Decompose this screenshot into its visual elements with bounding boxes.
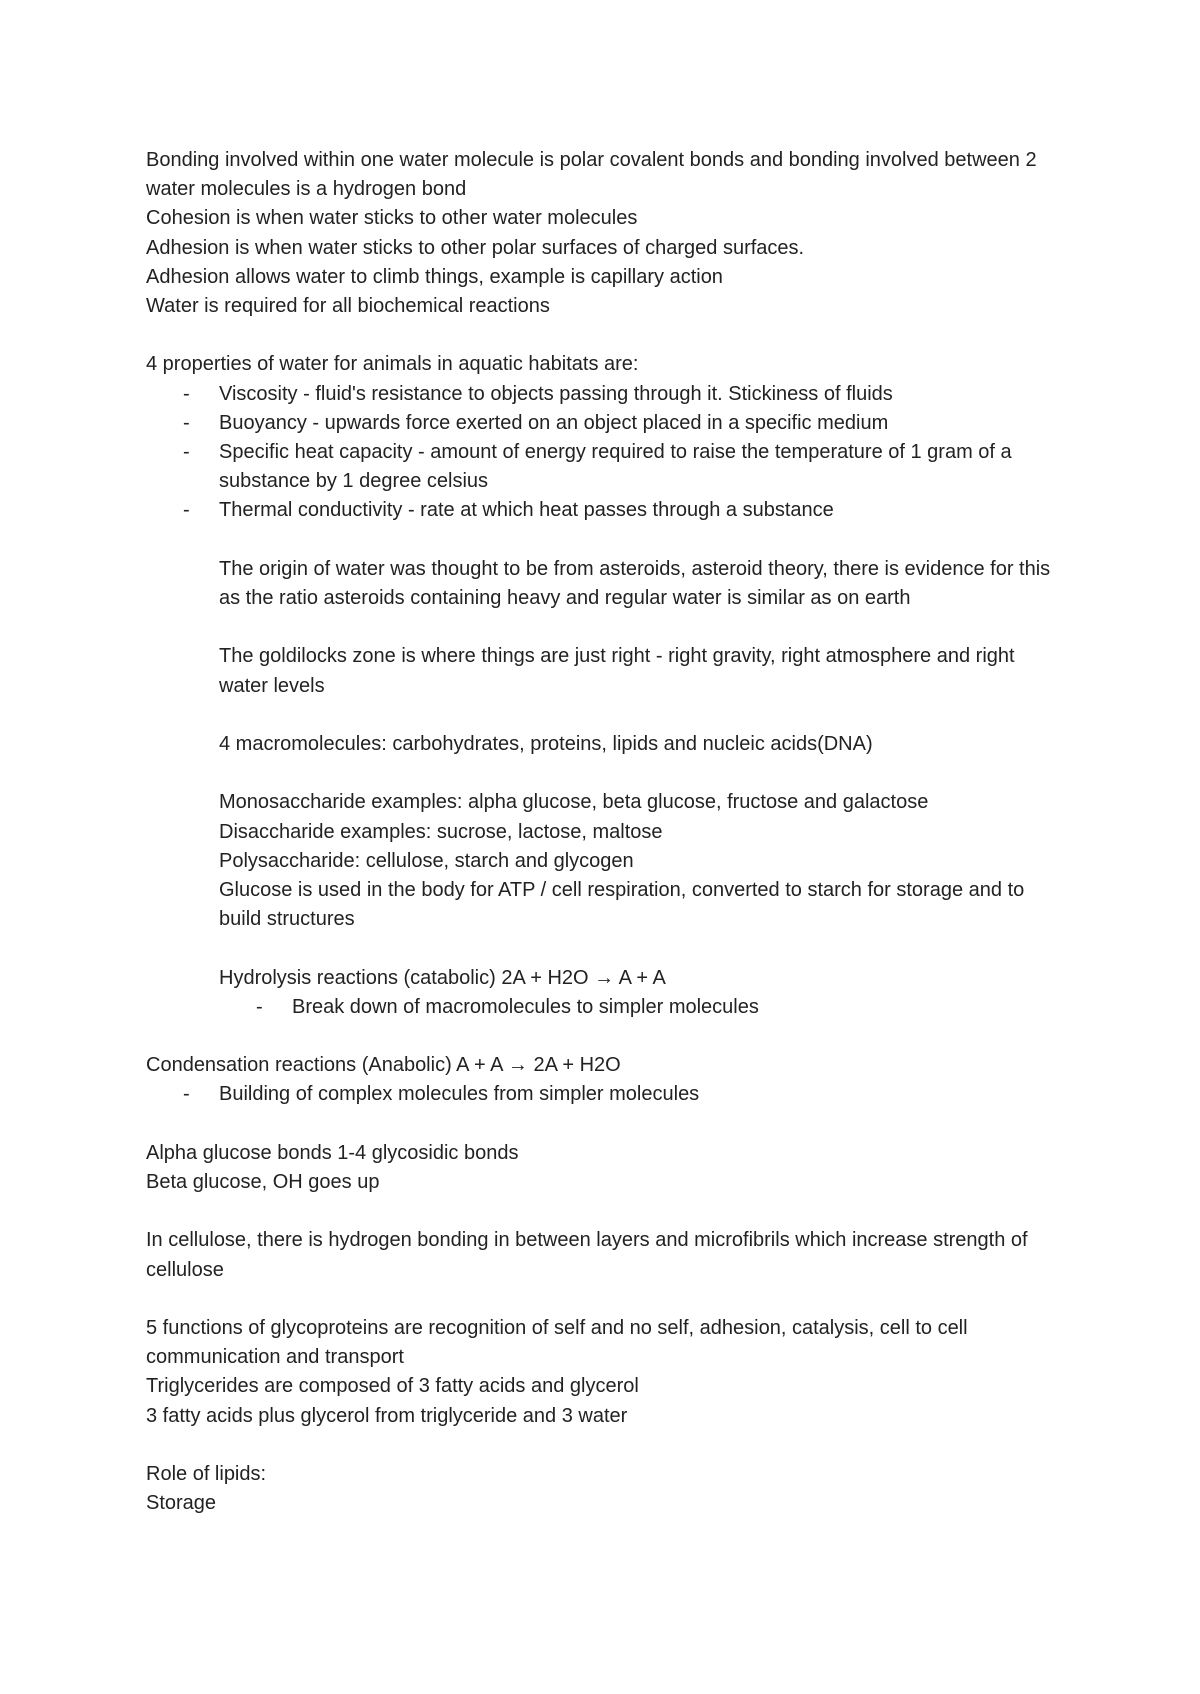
paragraph: 5 functions of glycoproteins are recognition of self and no self, adhesion, catalysis, cell to cell communication and transport bbox=[146, 1316, 968, 1369]
bullet-marker: - bbox=[183, 1083, 190, 1106]
paragraph: Adhesion allows water to climb things, example is capillary action bbox=[146, 265, 723, 288]
paragraph: Alpha glucose bonds 1-4 glycosidic bonds bbox=[146, 1141, 519, 1164]
paragraph: Beta glucose, OH goes up bbox=[146, 1170, 380, 1193]
paragraph: Storage bbox=[146, 1492, 217, 1515]
list-item bbox=[146, 496, 1066, 525]
paragraph: Glucose is used in the body for ATP / cell respiration, converted to starch for storage and to build structures bbox=[219, 879, 1025, 931]
bullet-marker: - bbox=[183, 441, 190, 464]
blank-line bbox=[146, 1197, 1066, 1226]
paragraph: Disaccharide examples: sucrose, lactose, maltose bbox=[219, 820, 663, 843]
bullet-marker: - bbox=[183, 499, 190, 522]
paragraph: Bonding involved within one water molecule is polar covalent bonds and bonding involved between 2 water molecules is a hydrogen bond bbox=[146, 149, 1037, 201]
list-item-text: Building of complex molecules from simpler molecules bbox=[219, 1083, 700, 1106]
list-item-text: Buoyancy - upwards force exerted on an object placed in a specific medium bbox=[219, 411, 889, 434]
bullet-marker: - bbox=[183, 382, 190, 405]
paragraph: Cohesion is when water sticks to other water molecules bbox=[146, 207, 638, 230]
blank-line bbox=[146, 934, 1066, 963]
list-item-text: Break down of macromolecules to simpler molecules bbox=[292, 995, 759, 1018]
blank-line bbox=[146, 1431, 1066, 1460]
paragraph: Hydrolysis reactions (catabolic) 2A + H2O → A + A bbox=[219, 966, 666, 989]
paragraph: In cellulose, there is hydrogen bonding in between layers and microfibrils which increase strength of cellulose bbox=[146, 1229, 1028, 1281]
blank-line bbox=[146, 759, 1066, 788]
paragraph: Adhesion is when water sticks to other polar surfaces of charged surfaces. bbox=[146, 236, 805, 259]
list-item bbox=[146, 409, 1066, 438]
paragraph: Polysaccharide: cellulose, starch and glycogen bbox=[219, 849, 634, 872]
paragraph: Monosaccharide examples: alpha glucose, beta glucose, fructose and galactose bbox=[219, 791, 929, 814]
paragraph: The goldilocks zone is where things are just right - right gravity, right atmosphere and right water levels bbox=[219, 645, 1015, 697]
paragraph: 3 fatty acids plus glycerol from triglyceride and 3 water bbox=[146, 1404, 628, 1427]
bullet-marker: - bbox=[256, 995, 263, 1018]
blank-line bbox=[146, 613, 1066, 642]
list-item bbox=[146, 1080, 1066, 1109]
blank-line bbox=[146, 1022, 1066, 1051]
list-heading: 4 properties of water for animals in aquatic habitats are: bbox=[146, 353, 639, 376]
paragraph: Water is required for all biochemical reactions bbox=[146, 295, 550, 318]
paragraph: 4 macromolecules: carbohydrates, proteins, lipids and nucleic acids(DNA) bbox=[219, 733, 873, 755]
bullet-marker: - bbox=[183, 411, 190, 434]
blank-line bbox=[146, 321, 1066, 350]
list-item-text: Viscosity - fluid's resistance to objects passing through it. Stickiness of fluids bbox=[219, 382, 893, 405]
list-item-text: Thermal conductivity - rate at which heat passes through a substance bbox=[219, 499, 834, 522]
document-body bbox=[146, 146, 1066, 1518]
blank-line bbox=[146, 526, 1066, 555]
blank-line bbox=[146, 1285, 1066, 1314]
paragraph: The origin of water was thought to be from asteroids, asteroid theory, there is evidence for this as the ratio asteroids containing heavy and regular water is similar as on earth bbox=[219, 557, 1051, 610]
paragraph: Role of lipids: bbox=[146, 1462, 267, 1485]
paragraph: Condensation reactions (Anabolic) A + A → 2A + H2O bbox=[146, 1054, 621, 1077]
list-item bbox=[146, 380, 1066, 409]
paragraph: Triglycerides are composed of 3 fatty acids and glycerol bbox=[146, 1375, 639, 1398]
list-item bbox=[146, 993, 1066, 1022]
list-item bbox=[146, 438, 1066, 496]
list-item-text: Specific heat capacity - amount of energy required to raise the temperature of 1 gram of a substance by 1 degree celsius bbox=[219, 441, 1012, 493]
blank-line bbox=[146, 701, 1066, 730]
blank-line bbox=[146, 1110, 1066, 1139]
